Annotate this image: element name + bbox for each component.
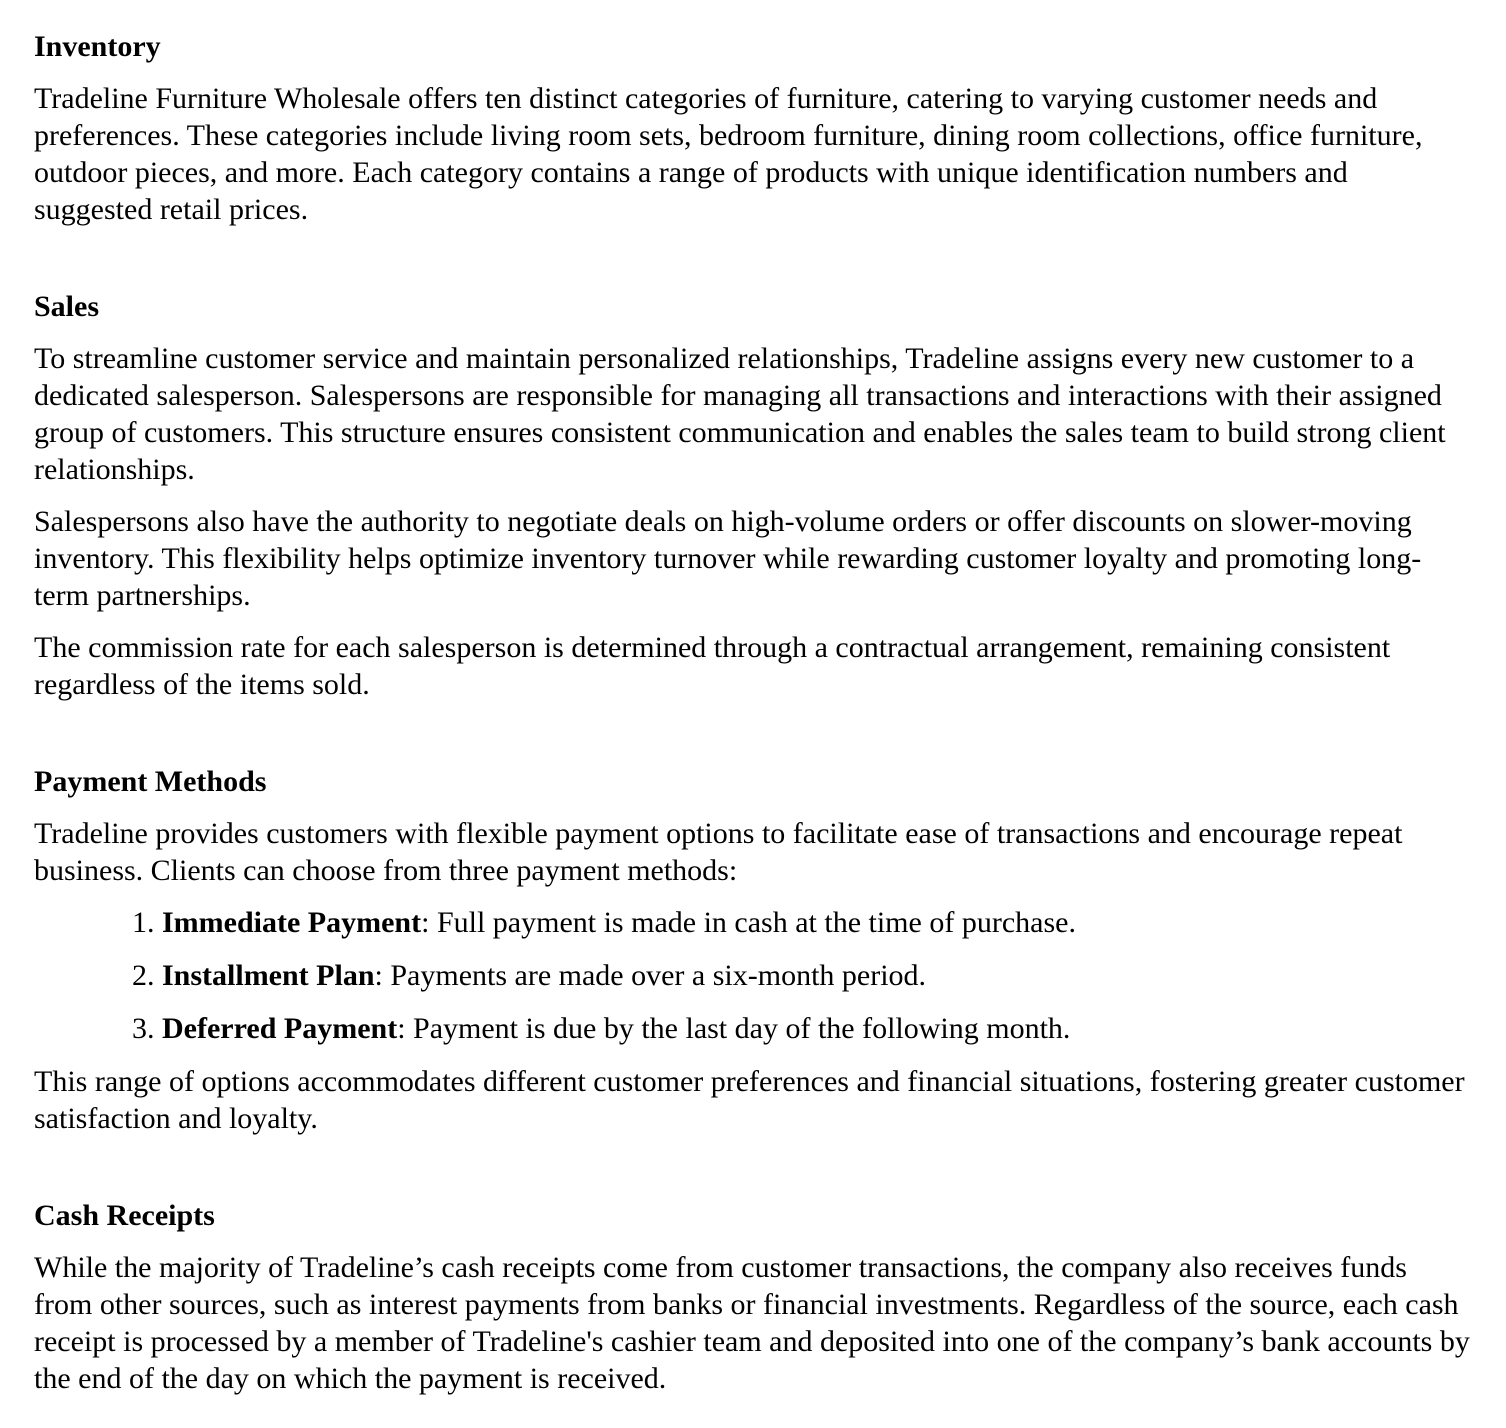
paragraph: To streamline customer service and maintain personalized relationships, Tradeline assigns every new customer to a dedicated salesperson. Salespersons are responsible for managing all transactions and interactions with their assigned group of customers. This structure ensures consistent communication and enables the sales team to build strong client relationships.	[34, 342, 1446, 486]
payment-method-term: Installment Plan	[162, 959, 375, 992]
payment-method-term: Deferred Payment	[162, 1012, 398, 1045]
payment-method-desc: : Payment is due by the last day of the following month.	[397, 1012, 1071, 1045]
section-inventory	[34, 28, 1472, 228]
paragraph: While the majority of Tradeline’s cash receipts come from customer transactions, the company also receives funds from other sources, such as interest payments from banks or financial investments. Regardless of the source, each cash receipt is processed by a member of Tradeline's cashier team and deposited into one of the company’s bank accounts by the end of the day on which the payment is received.	[34, 1251, 1470, 1395]
payment-method-term: Immediate Payment	[162, 906, 422, 939]
paragraph: This range of options accommodates different customer preferences and financial situations, fostering greater customer satisfaction and loyalty.	[34, 1065, 1465, 1135]
payment-methods-list	[34, 904, 1472, 1047]
section-heading: Payment Methods	[34, 765, 267, 798]
section-sales	[34, 288, 1472, 703]
list-item	[162, 904, 1472, 941]
list-item	[162, 1010, 1472, 1047]
paragraph: The commission rate for each salesperson is determined through a contractual arrangement, remaining consistent regardless of the items sold.	[34, 631, 1391, 701]
paragraph: Tradeline provides customers with flexible payment options to facilitate ease of transactions and encourage repeat business. Clients can choose from three payment methods:	[34, 817, 1403, 887]
paragraph: Tradeline Furniture Wholesale offers ten distinct categories of furniture, catering to varying customer needs and preferences. These categories include living room sets, bedroom furniture, dining room collections, office furniture, outdoor pieces, and more. Each category contains a range of products with unique identification numbers and suggested retail prices.	[34, 82, 1423, 226]
list-item	[162, 957, 1472, 994]
section-heading: Cash Receipts	[34, 1199, 215, 1232]
payment-method-desc: : Full payment is made in cash at the time of purchase.	[421, 906, 1076, 939]
section-cash-receipts	[34, 1197, 1472, 1397]
payment-method-desc: : Payments are made over a six-month period.	[374, 959, 927, 992]
paragraph: Salespersons also have the authority to negotiate deals on high-volume orders or offer discounts on slower-moving inventory. This flexibility helps optimize inventory turnover while rewarding customer loyalty and promoting long-term partnerships.	[34, 505, 1422, 612]
section-payment-methods	[34, 763, 1472, 1137]
section-heading: Sales	[34, 290, 100, 323]
section-heading: Inventory	[34, 30, 161, 63]
